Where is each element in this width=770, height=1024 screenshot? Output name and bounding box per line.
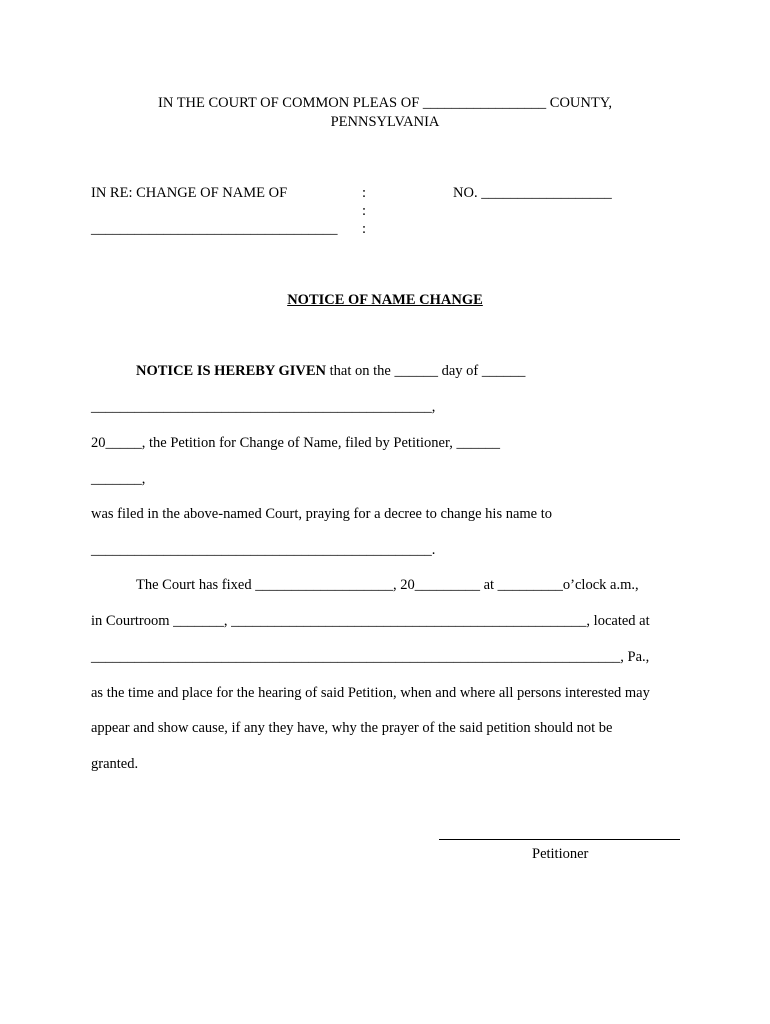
court-state-line: PENNSYLVANIA xyxy=(330,114,440,130)
notice-paragraph-2-line-1: The Court has fixed ___________________, 20_________ at _________o’clock a.m., xyxy=(136,577,639,593)
notice-paragraph-2-line-3: _________________________________________________________________________, Pa., xyxy=(91,649,650,665)
notice-date-text: that on the ______ day of ______ xyxy=(326,363,526,379)
signature-line xyxy=(439,839,680,840)
notice-title: NOTICE OF NAME CHANGE xyxy=(287,292,483,308)
notice-paragraph-1-line-2: _______________________________________________, xyxy=(91,399,436,415)
caption-colon-2: : xyxy=(362,203,367,219)
notice-paragraph-1-line-5: was filed in the above-named Court, praying for a decree to change his name to xyxy=(91,506,553,522)
notice-paragraph-1-line-1 xyxy=(136,362,525,380)
notice-paragraph-1-line-6: _______________________________________________. xyxy=(91,542,436,558)
petitioner-name-blank: __________________________________ xyxy=(91,221,338,237)
petitioner-signature-label: Petitioner xyxy=(532,846,589,862)
in-re-label: IN RE: CHANGE OF NAME OF xyxy=(91,185,288,201)
case-number-field: NO. __________________ xyxy=(453,185,612,201)
notice-paragraph-1-line-4: _______, xyxy=(91,471,146,487)
notice-paragraph-2-line-5: appear and show cause, if any they have, why the prayer of the said petition should not be xyxy=(91,720,613,736)
notice-hereby-given: NOTICE IS HEREBY GIVEN xyxy=(136,363,327,379)
notice-paragraph-2-line-4: as the time and place for the hearing of said Petition, when and where all persons interested may xyxy=(91,685,650,701)
notice-paragraph-2-line-6: granted. xyxy=(91,756,139,772)
notice-paragraph-2-line-2: in Courtroom _______, _________________________________________________, located at xyxy=(91,613,650,629)
notice-paragraph-1-line-3: 20_____, the Petition for Change of Name, filed by Petitioner, ______ xyxy=(91,435,500,451)
caption-colon-1: : xyxy=(362,185,367,201)
caption-colon-3: : xyxy=(362,221,367,237)
court-caption-line: IN THE COURT OF COMMON PLEAS OF _________________ COUNTY, xyxy=(158,95,612,111)
